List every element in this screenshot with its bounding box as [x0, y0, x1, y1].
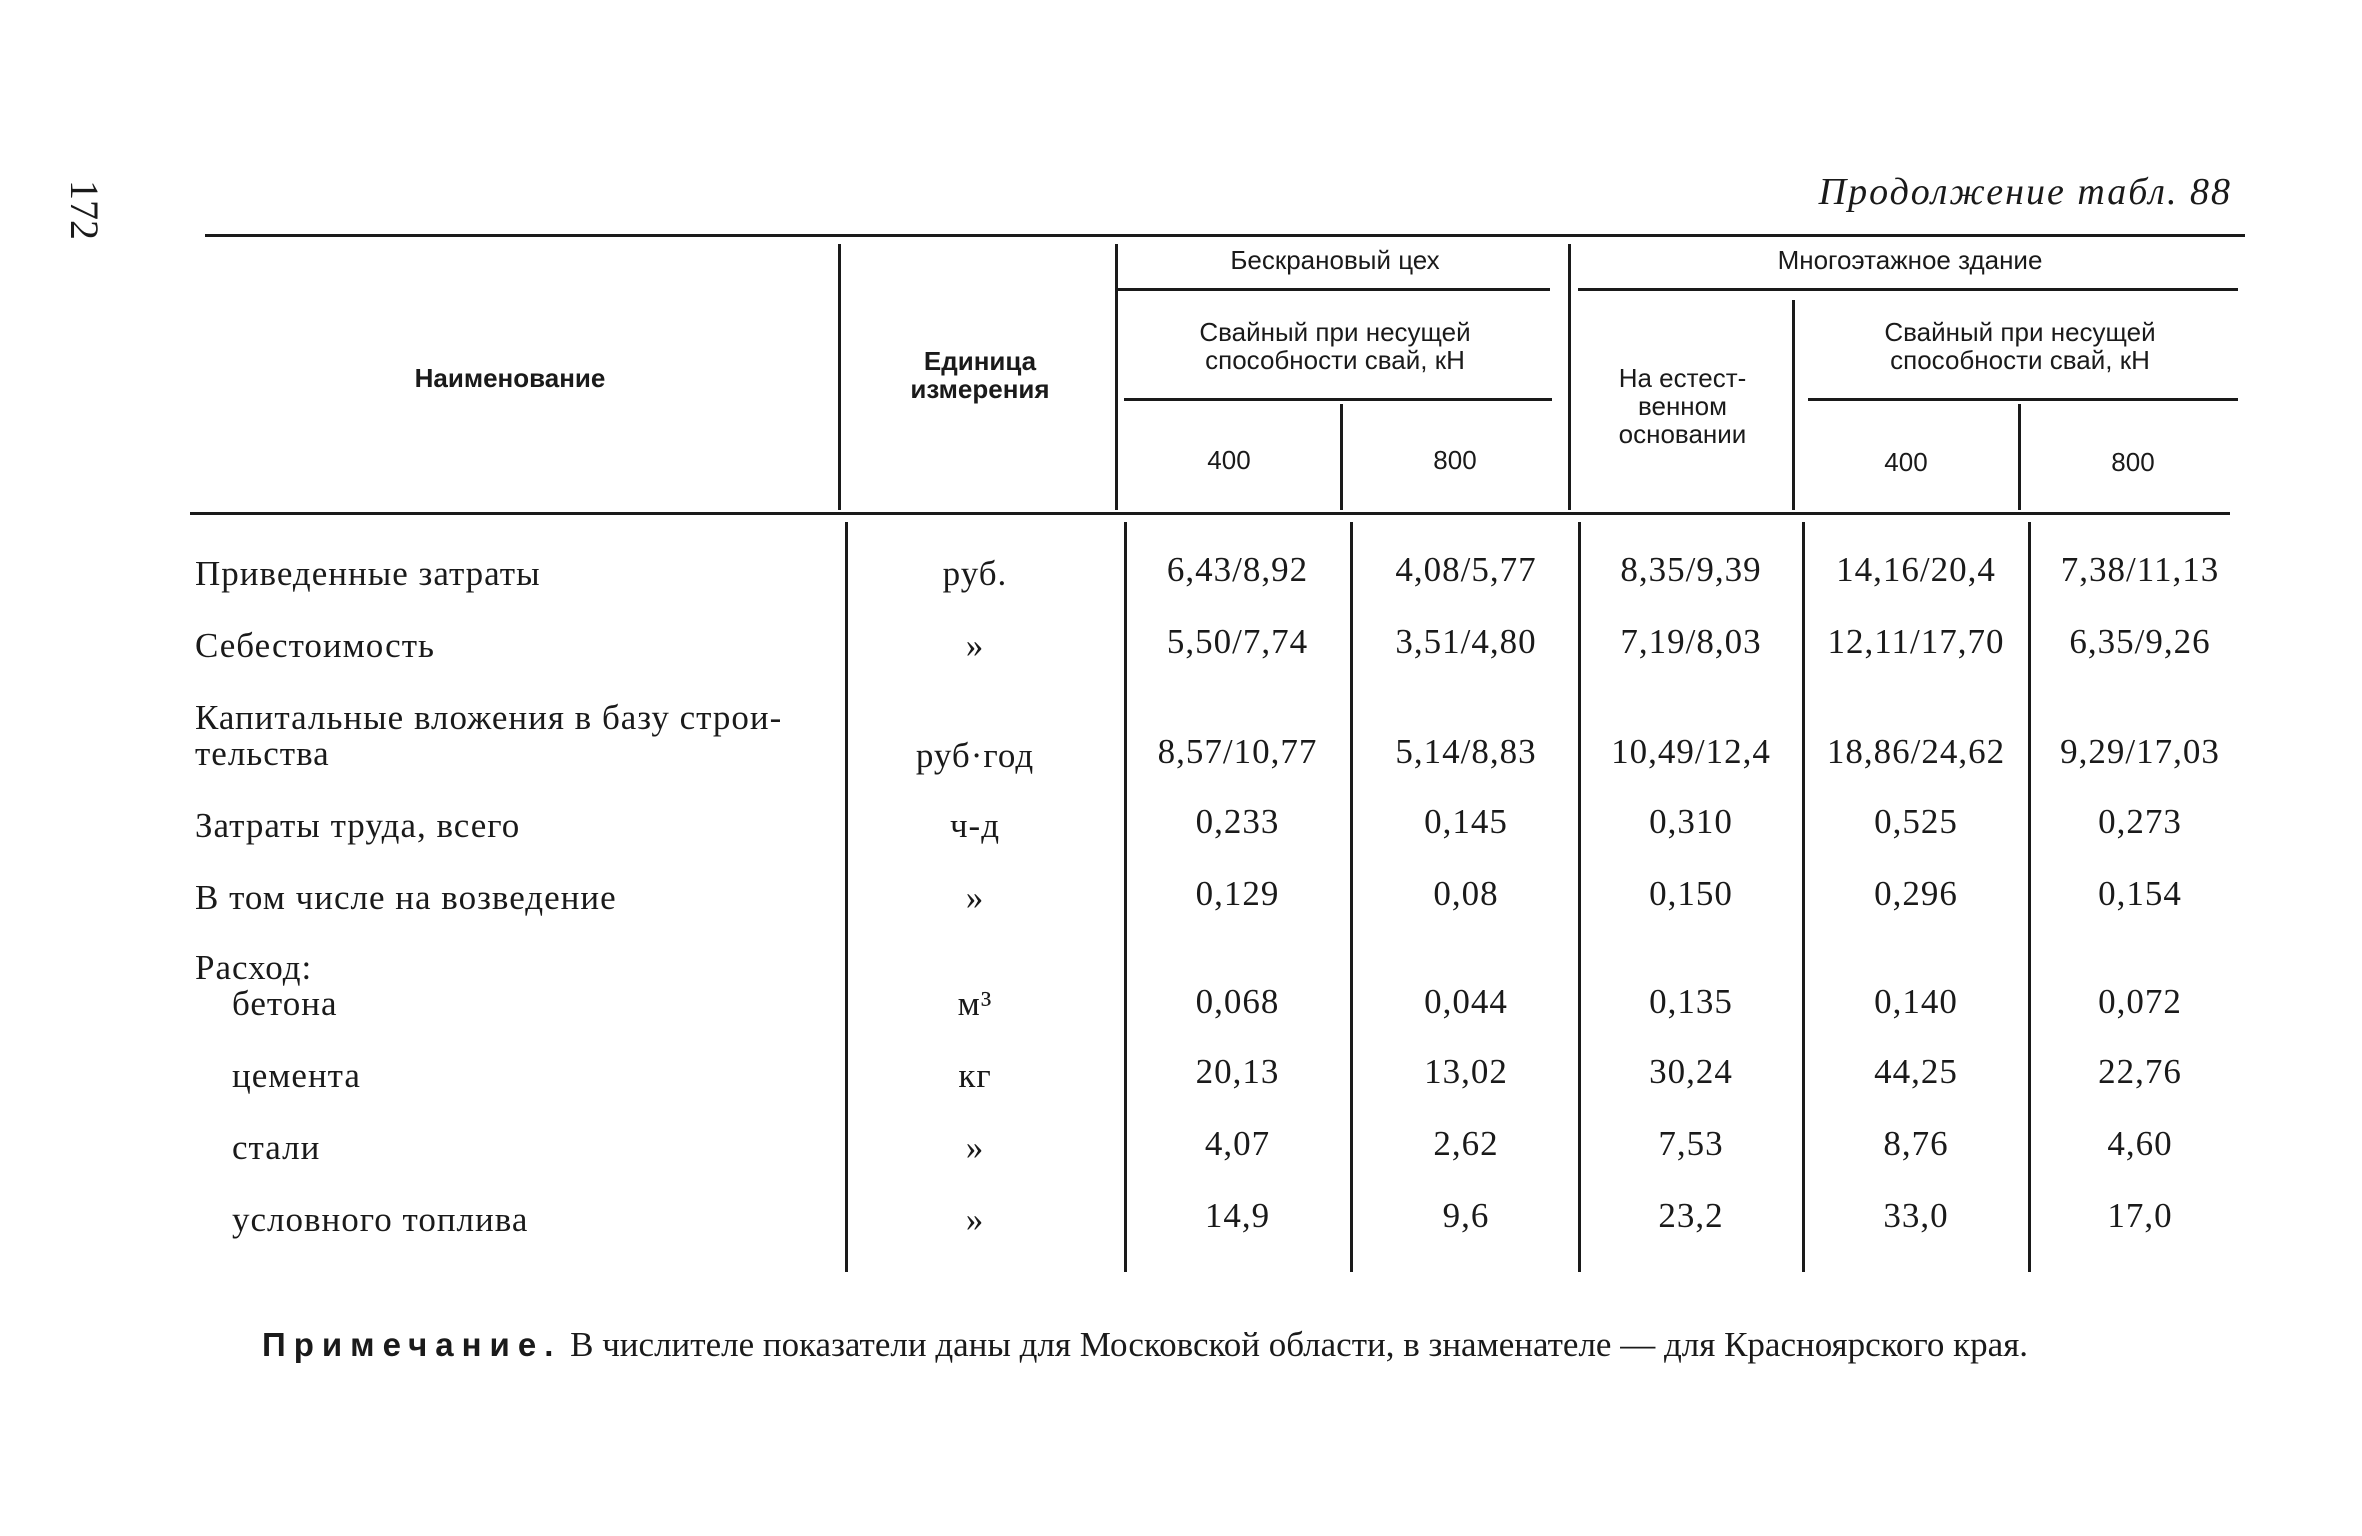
body-divider [1802, 522, 1805, 1272]
header-subrule [1124, 398, 1552, 401]
row-value: 2,62 [1433, 1124, 1499, 1163]
header-pile-line1: Свайный при несущей [1199, 317, 1471, 347]
row-unit: руб. [942, 554, 1008, 593]
row-unit: руб·год [915, 736, 1035, 775]
row-value: 0,129 [1195, 874, 1280, 913]
row-value: 8,57/10,77 [1157, 732, 1318, 771]
header-divider [1568, 244, 1571, 510]
row-name-line2: тельства [195, 734, 330, 773]
row-name: Себестоимость [195, 626, 435, 665]
row-unit: » [965, 878, 985, 917]
table-note [262, 1325, 2028, 1365]
header-name: Наименование [414, 363, 606, 393]
header-800-craneless: 800 [1433, 445, 1477, 475]
row-unit: ч-д [949, 806, 1001, 845]
header-group-craneless: Бескрановый цех [1230, 245, 1440, 275]
row-value: 7,38/11,13 [2060, 550, 2220, 589]
header-unit-line2: измерения [910, 374, 1050, 404]
header-divider [1792, 300, 1795, 510]
row-unit: » [965, 626, 985, 665]
body-divider [845, 522, 848, 1272]
header-divider [838, 244, 841, 510]
row-value: 7,19/8,03 [1620, 622, 1762, 661]
row-name: условного топлива [232, 1200, 529, 1239]
header-400-multistorey: 400 [1884, 447, 1928, 477]
row-value: 0,296 [1874, 874, 1958, 913]
row-value: 3,51/4,80 [1395, 622, 1537, 661]
row-value: 0,068 [1195, 982, 1280, 1021]
row-value: 10,49/12,4 [1611, 732, 1771, 771]
row-value: 7,53 [1658, 1124, 1724, 1163]
row-value: 20,13 [1195, 1052, 1280, 1091]
row-value: 0,044 [1424, 982, 1508, 1021]
header-divider [1340, 404, 1343, 510]
row-value: 0,135 [1649, 982, 1733, 1021]
row-value: 30,24 [1649, 1052, 1733, 1091]
header-natural-line3: основании [1618, 419, 1747, 449]
row-name: стали [232, 1128, 321, 1167]
body-divider [1578, 522, 1581, 1272]
header-800-multistorey: 800 [2111, 447, 2155, 477]
row-value: 22,76 [2098, 1052, 2182, 1091]
header-bottom-rule [190, 512, 2230, 515]
note-text: В числителе показатели даны для Московской области, в знаменателе — для Красноярского края. [570, 1325, 2029, 1364]
header-pile2-line2: способности свай, кН [1890, 345, 2150, 375]
body-divider [2028, 522, 2031, 1272]
row-value: 14,9 [1204, 1196, 1271, 1235]
table-caption: Продолжение табл. 88 [1818, 171, 2232, 213]
row-value: 0,150 [1649, 874, 1733, 913]
row-value: 0,525 [1874, 802, 1958, 841]
row-value: 0,233 [1195, 802, 1280, 841]
row-unit: кг [958, 1056, 992, 1095]
body-divider [1350, 522, 1353, 1272]
row-name: цемента [232, 1056, 361, 1095]
row-value: 33,0 [1883, 1196, 1949, 1235]
row-value: 17,0 [2107, 1196, 2173, 1235]
body-divider [1124, 522, 1127, 1272]
table-top-rule [205, 234, 2245, 237]
row-value: 0,273 [2098, 802, 2182, 841]
row-value: 44,25 [1874, 1052, 1958, 1091]
row-name-line1: Капитальные вложения в базу строи- [195, 698, 783, 737]
header-pile2-line1: Свайный при несущей [1884, 317, 2156, 347]
header-natural-line2: венном [1637, 391, 1728, 421]
row-value: 4,07 [1204, 1124, 1271, 1163]
header-unit-line1: Единица [923, 346, 1037, 376]
header-divider [2018, 404, 2021, 510]
row-value: 9,29/17,03 [2060, 732, 2220, 771]
header-400-craneless: 400 [1207, 445, 1251, 475]
row-unit: » [965, 1200, 985, 1239]
header-subrule [1808, 398, 2238, 401]
row-value: 8,35/9,39 [1620, 550, 1762, 589]
row-value: 0,310 [1649, 802, 1733, 841]
row-value: 12,11/17,70 [1827, 622, 2005, 661]
row-value: 0,08 [1433, 874, 1499, 913]
row-name: Затраты труда, всего [195, 806, 521, 845]
header-group-multistorey: Многоэтажное здание [1777, 245, 2043, 275]
note-label: Примечание. [262, 1326, 562, 1363]
row-value: 23,2 [1658, 1196, 1724, 1235]
row-value: 5,14/8,83 [1395, 732, 1537, 771]
page-number: 172 [62, 180, 107, 240]
row-value: 8,76 [1883, 1124, 1949, 1163]
header-pile-line2: способности свай, кН [1205, 345, 1465, 375]
row-value: 0,154 [2098, 874, 2182, 913]
row-value: 5,50/7,74 [1166, 622, 1309, 661]
row-name: Приведенные затраты [195, 554, 541, 593]
header-natural-line1: На естест- [1618, 363, 1747, 393]
row-value: 0,072 [2098, 982, 2182, 1021]
row-value: 0,145 [1424, 802, 1508, 841]
row-unit: м³ [957, 984, 993, 1023]
header-subrule [1578, 288, 2238, 291]
row-value: 6,35/9,26 [2069, 622, 2211, 661]
row-name: В том числе на возведение [195, 878, 617, 917]
row-group-label: Расход: [195, 948, 313, 987]
row-name: бетона [232, 984, 338, 1023]
row-value: 13,02 [1424, 1052, 1508, 1091]
row-unit: » [965, 1128, 985, 1167]
row-value: 4,60 [2107, 1124, 2173, 1163]
row-value: 6,43/8,92 [1166, 550, 1309, 589]
row-value: 4,08/5,77 [1395, 550, 1537, 589]
row-value: 9,6 [1442, 1196, 1490, 1235]
row-value: 18,86/24,62 [1826, 732, 2006, 771]
row-value: 0,140 [1874, 982, 1958, 1021]
header-subrule [1118, 288, 1550, 291]
row-value: 14,16/20,4 [1836, 550, 1996, 589]
